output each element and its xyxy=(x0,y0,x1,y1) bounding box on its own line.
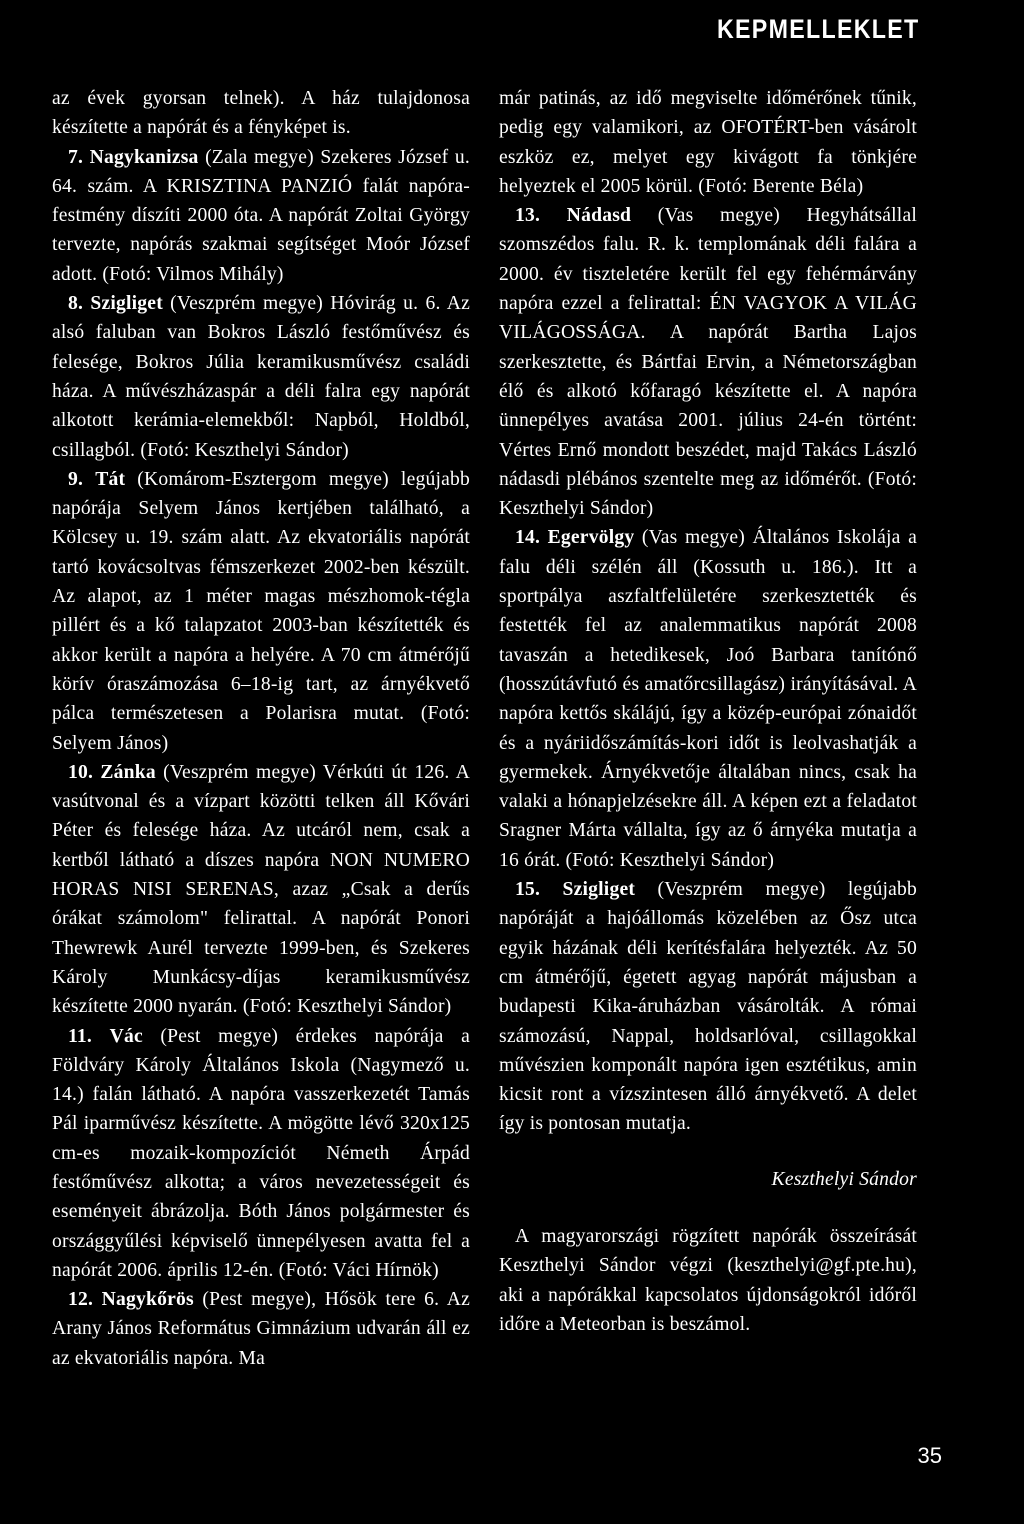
entry-place: Nagykanizsa xyxy=(89,146,199,168)
entry-place: Zánka xyxy=(100,761,156,783)
entry-text: (Pest megye) érdekes napórája a Földváry Károly Általános Iskola (Nagymező u. 14.) falán látható. A napóra vasszerkezetét Tamás Pál iparművész készítette. A mögötte lévő 320x125 cm-es mozaik-kompozíciót Németh Árpád festőművész alkotta; a város nevezetességeit és eseményeit ábrázolja. Bóth János polgármester és országgyűlési képviselő ünnepélyesen avatta fel a napórát 2006. április 12-én. (Fotó: Váci Hírnök) xyxy=(52,1025,470,1281)
entry-7 xyxy=(52,143,470,289)
entry-number: 10. xyxy=(68,761,94,783)
entry-place: Vác xyxy=(109,1025,143,1047)
entry-text: (Komárom-Esztergom megye) legújabb napórája Selyem János kertjében található, a Kölcsey u. 19. szám alatt. Az ekvatoriális napórát tartó kovácsoltvas fémszerkezet 2002-ben készült. Az alapot, az 1 méter magas mészhomok-tégla pillért és a kő talapzatot 2003-ban készítették és akkor került a napóra a helyére. A 70 cm átmérőjű körív óraszámozása 6–18-ig tart, az árnyékvető pálca természetesen a Polarisra mutat. (Fotó: Selyem János) xyxy=(52,468,470,754)
entry-text: (Veszprém megye) Hóvirág u. 6. Az alsó faluban van Bokros László festőművész és felesége, Bokros Júlia keramikusművész családi háza. A művészházaspár a déli falra egy napórát alkotott kerámia-elemekből: Napból, Holdból, csillagból. (Fotó: Keszthelyi Sándor) xyxy=(52,293,470,461)
entry-10 xyxy=(52,758,470,1022)
entry-number: 15. xyxy=(515,879,541,901)
entry-text: (Zala megye) Szekeres József u. 64. szám. A KRISZTINA PANZIÓ falát napóra-festmény díszíti 2000 óta. A napórát Zoltai György tervezte, napórás szakmai segítséget Moór József adott. (Fotó: Vilmos Mihály) xyxy=(52,146,470,285)
entry-number: 11. xyxy=(68,1025,93,1047)
closing-note: A magyarországi rögzített napórák összeírását Keszthelyi Sándor végzi (keszthelyi@gf.pte.hu), aki a napórákkal kapcsolatos újdonságokról időről időre a Meteorban is beszámol. xyxy=(499,1225,917,1335)
entry-place: Tát xyxy=(95,468,126,490)
entry-12 xyxy=(52,1285,470,1373)
entry-place: Nádasd xyxy=(566,205,632,227)
entry-number: 12. xyxy=(68,1289,94,1311)
right-intro-paragraph: már patinás, az idő megviselte időmérőnek tűnik, pedig egy valamikori, az OFOTÉRT-ben vásárolt eszköz ez, melyet egy kivágott fa tönkjére helyeztek el 2005 körül. (Fotó: Berente Béla) xyxy=(499,88,917,197)
left-intro-paragraph: az évek gyorsan telnek). A ház tulajdonosa készítette a napórát és a fényképet is. xyxy=(52,88,470,139)
author-signature: Keszthelyi Sándor xyxy=(771,1168,917,1190)
entry-9 xyxy=(52,465,470,758)
entry-place: Szigliget xyxy=(90,293,163,315)
entry-number: 7. xyxy=(68,146,84,168)
entry-text: (Vas megye) Általános Iskolája a falu déli szélén áll (Kossuth u. 186.). Itt a sportpálya aszfaltfelületére szerkesztették és festették fel az analemmatikus napórát 2008 tavaszán a hetedikesek, Joó Barbara tanítónő (hosszútávfutó és amatőrcsillagász) irányításával. A napóra kettős skálájú, így a közép-európai zónaidőt és a nyáriidőszámítás-kori időt is leolvashatják a gyermekek. Árnyékvetője általában nincs, csak ha valaki a hónapjelzésekre áll. A képen ezt a feladatot Sragner Márta vállalta, így az ő árnyéka mutatja a 16 órát. (Fotó: Keszthelyi Sándor) xyxy=(499,527,918,871)
section-header: KEPMELLEKLET xyxy=(717,14,920,44)
entry-11 xyxy=(52,1022,470,1286)
entry-text: (Vas megye) Hegyhátsállal szomszédos falu. R. k. templomának déli falára a 2000. év tiszteletére került fel egy fehérmárvány napóra ezzel a felirattal: ÉN VAGYOK A VILÁG VILÁGOSSÁGA. A napórát Bartha Lajos szerkesztette, és Bártfai Ervin, a Németországban élő és alkotó kőfaragó készítette el. A napóra ünnepélyes avatása 2001. július 24-én történt: Vértes Ernő mondott beszédet, majd Takács László nádasdi plébános szentelte meg az időmérőt. (Fotó: Keszthelyi Sándor) xyxy=(499,205,917,520)
entry-text: (Pest megye), Hősök tere 6. Az Arany János Református Gimnázium udvarán áll ez az ekvatoriális napóra. Ma xyxy=(52,1289,470,1369)
entry-text: (Veszprém megye) legújabb napóráját a hajóállomás közelében az Ősz utca egyik házának déli kerítésfalára helyezték. Az 50 cm átmérőjű, égetett agyag napórát májusban a budapesti Kika-áruházban vásárolták. A római számozású, Nappal, holdsarlóval, csillagokkal művészien komponált napóra igen esztétikus, amin kicsit ront a vízszintesen álló árnyékvető. A delet így is pontosan mutatja. xyxy=(499,879,917,1135)
entry-number: 13. xyxy=(515,205,541,227)
entry-number: 8. xyxy=(68,293,84,315)
entry-number: 9. xyxy=(68,468,84,490)
left-column xyxy=(52,84,470,1373)
entry-place: Nagykőrös xyxy=(101,1289,194,1311)
entry-14 xyxy=(499,523,917,875)
entry-place: Egervölgy xyxy=(547,527,635,549)
entry-8 xyxy=(52,289,470,465)
entry-place: Szigliget xyxy=(562,879,636,901)
entry-15 xyxy=(499,875,917,1139)
entry-number: 14. xyxy=(515,527,541,549)
entry-text: (Veszprém megye) Vérkúti út 126. A vasútvonal és a vízpart közötti telken áll Kővári Péter és felesége háza. Az utcáról nem, csak a kertből látható a díszes napóra NON NUMERO HORAS NISI SERENAS, azaz „Csak a derűs órákat számolom" felirattal. A napórát Ponori Thewrewk Aurél tervezte 1999-ben, és Szekeres Károly Munkácsy-díjas keramikusművész készítette 2000 nyarán. (Fotó: Keszthelyi Sándor) xyxy=(52,761,470,1018)
right-column xyxy=(499,84,917,1339)
entry-13 xyxy=(499,201,917,523)
page-number: 35 xyxy=(917,1443,942,1468)
